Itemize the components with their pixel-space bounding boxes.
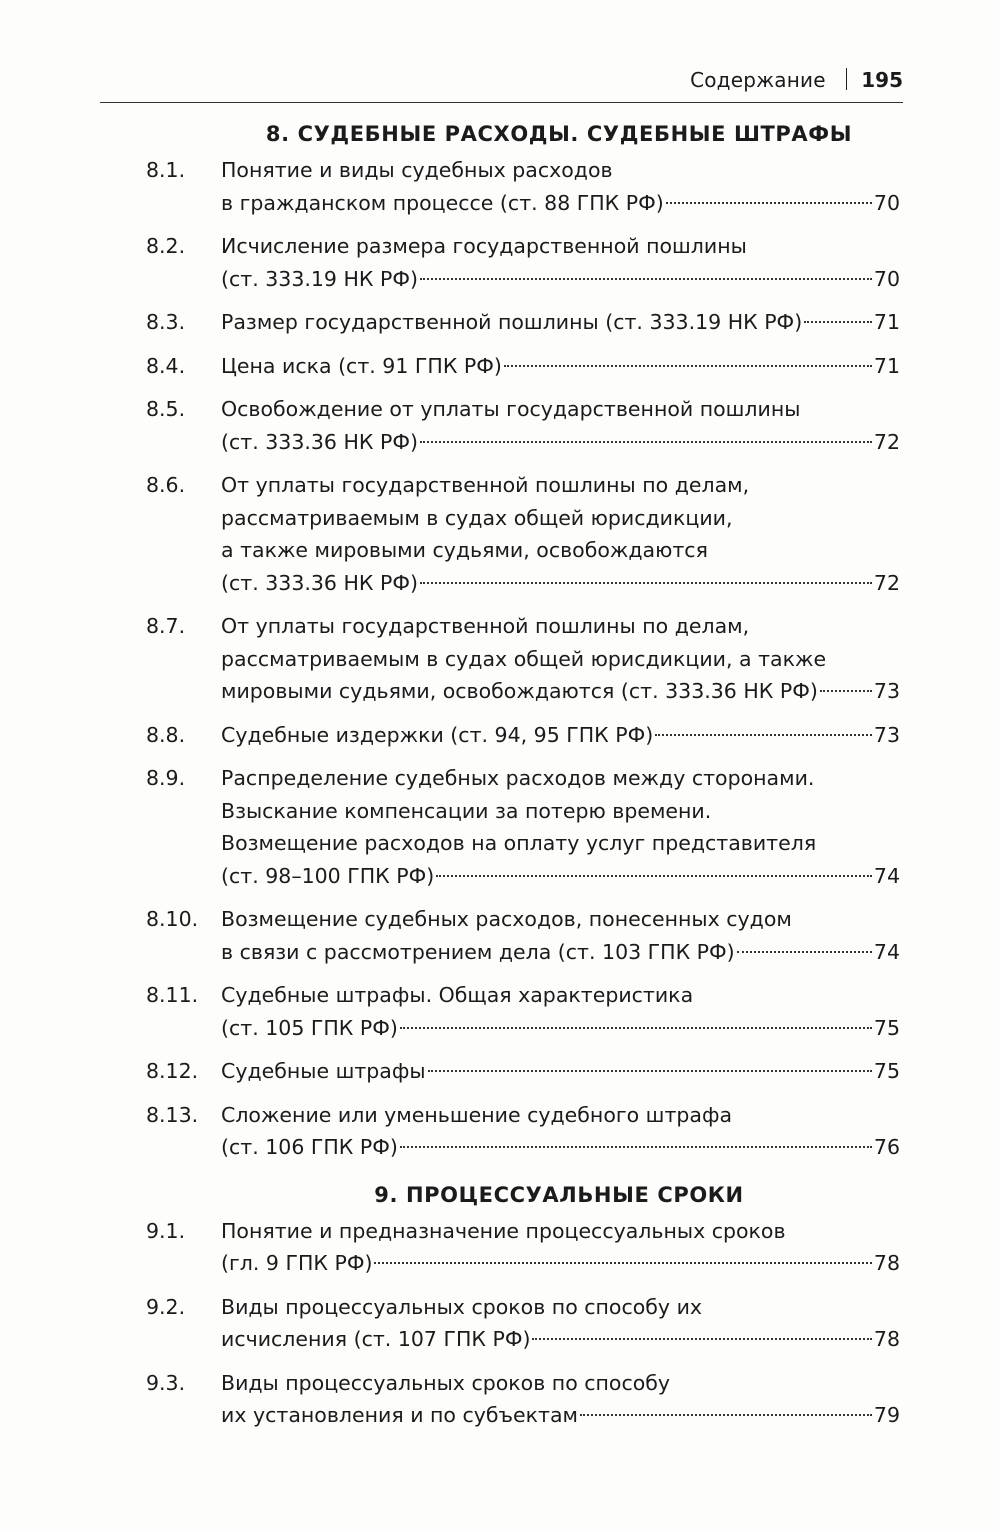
entry-page-number: 78 <box>873 1251 900 1275</box>
entry-page-number: 75 <box>873 1015 900 1040</box>
entry-title-line: Взыскание компенсации за потерю времени. <box>221 798 712 823</box>
entry-number: 9.2. <box>146 1294 186 1319</box>
entry-title-line: Судебные штрафы. Общая характеристика <box>221 983 694 1007</box>
toc-entry[interactable] <box>146 610 900 708</box>
entry-title-line: Размер государственной пошлины (ст. 333.19 НК РФ) <box>221 310 803 334</box>
entry-number: 8.1. <box>146 158 186 182</box>
entry-title-line: исчисления (ст. 107 ГПК РФ) <box>221 1327 531 1351</box>
dot-leader <box>532 1338 871 1340</box>
dot-leader <box>420 278 872 280</box>
entry-title-line: (ст. 106 ГПК РФ) <box>221 1135 398 1159</box>
entry-title-line: Судебные штрафы <box>221 1059 426 1083</box>
toc-entry[interactable] <box>146 1291 900 1356</box>
entry-title-line: Понятие и предназначение процессуальных сроков <box>221 1218 786 1243</box>
section-title: 8. СУДЕБНЫЕ РАСХОДЫ. СУДЕБНЫЕ ШТРАФЫ <box>265 122 853 146</box>
header-title: Содержание <box>690 68 826 92</box>
entry-title-line: рассматриваемым в судах общей юрисдикции, <box>221 505 733 530</box>
entry-title-line: Цена иска (ст. 91 ГПК РФ) <box>221 353 502 378</box>
entry-title-line: (ст. 105 ГПК РФ) <box>221 1015 398 1040</box>
entry-title-line: От уплаты государственной пошлины по делам, <box>221 473 750 497</box>
dot-leader <box>504 365 872 367</box>
entry-number: 8.7. <box>146 614 186 638</box>
toc-entry[interactable] <box>146 154 900 219</box>
running-header <box>100 58 903 103</box>
dot-leader <box>666 202 872 204</box>
table-of-contents <box>146 114 900 1443</box>
dot-leader <box>436 875 872 877</box>
entry-page-number: 73 <box>873 722 900 747</box>
entry-page-number: 70 <box>873 190 900 215</box>
header-separator <box>846 68 848 90</box>
toc-entry[interactable] <box>146 762 900 892</box>
dot-leader <box>820 690 872 692</box>
entry-title-line: Понятие и виды судебных расходов <box>221 158 613 182</box>
entry-number: 8.3. <box>146 310 186 334</box>
dot-leader <box>737 951 872 953</box>
entry-title-line: Возмещение расходов на оплату услуг представителя <box>221 831 817 855</box>
entry-title-line: в гражданском процессе (ст. 88 ГПК РФ) <box>221 190 664 215</box>
toc-entry[interactable] <box>146 979 900 1044</box>
dot-leader <box>420 582 872 584</box>
entry-number: 8.4. <box>146 353 186 378</box>
toc-entry[interactable] <box>146 1099 900 1164</box>
page-number: 195 <box>861 68 903 92</box>
dot-leader <box>655 734 872 736</box>
entry-number: 8.8. <box>146 722 186 747</box>
dot-leader <box>804 321 872 323</box>
entry-number: 9.1. <box>146 1218 186 1243</box>
entry-title-line: (гл. 9 ГПК РФ) <box>221 1251 373 1275</box>
toc-entry[interactable] <box>146 1055 900 1088</box>
entry-number: 8.6. <box>146 473 186 497</box>
entry-title-line: а также мировыми судьями, освобождаются <box>221 538 708 562</box>
toc-entry[interactable] <box>146 1215 900 1280</box>
dot-leader <box>400 1146 872 1148</box>
entry-page-number: 79 <box>873 1403 900 1427</box>
dot-leader <box>420 441 872 443</box>
entry-title-line: (ст. 98–100 ГПК РФ) <box>221 863 435 888</box>
entry-title-line: их установления и по субъектам <box>221 1403 578 1427</box>
toc-entry[interactable] <box>146 903 900 968</box>
entry-title-line: в связи с рассмотрением дела (ст. 103 ГПК РФ) <box>221 939 735 964</box>
entry-number: 9.3. <box>146 1370 186 1395</box>
entry-page-number: 72 <box>873 570 900 595</box>
dot-leader <box>580 1414 872 1416</box>
dot-leader <box>400 1027 872 1029</box>
entry-page-number: 74 <box>873 939 900 964</box>
entry-number: 8.10. <box>146 907 199 931</box>
toc-entry[interactable] <box>146 469 900 599</box>
entry-title-line: Возмещение судебных расходов, понесенных судом <box>221 907 792 931</box>
section-title: 9. ПРОЦЕССУАЛЬНЫЕ СРОКИ <box>374 1182 744 1207</box>
entry-title-line: Виды процессуальных сроков по способу <box>221 1370 671 1395</box>
entry-title-line: От уплаты государственной пошлины по делам, <box>221 614 750 638</box>
entry-title-line: мировыми судьями, освобождаются (ст. 333.36 НК РФ) <box>221 679 818 703</box>
entry-title-line: (ст. 333.19 НК РФ) <box>221 266 418 291</box>
entry-page-number: 73 <box>873 679 900 703</box>
entry-title-line: Исчисление размера государственной пошлины <box>221 234 747 258</box>
entry-number: 8.9. <box>146 766 186 790</box>
entry-page-number: 72 <box>873 429 900 454</box>
entry-number: 8.13. <box>146 1102 199 1127</box>
dot-leader <box>374 1262 871 1264</box>
entry-page-number: 70 <box>873 266 900 291</box>
toc-entry[interactable] <box>146 306 900 339</box>
entry-title-line: Распределение судебных расходов между сторонами. <box>221 766 815 790</box>
toc-entry[interactable] <box>146 719 900 752</box>
entry-title-line: Освобождение от уплаты государственной пошлины <box>221 397 801 421</box>
entry-title-line: (ст. 333.36 НК РФ) <box>221 429 418 454</box>
entry-title-line: Судебные издержки (ст. 94, 95 ГПК РФ) <box>221 722 654 747</box>
dot-leader <box>428 1070 872 1072</box>
entry-page-number: 71 <box>873 353 900 378</box>
entry-number: 8.2. <box>146 234 186 258</box>
entry-title-line: рассматриваемым в судах общей юрисдикции, а также <box>221 646 827 671</box>
entry-page-number: 76 <box>873 1135 900 1159</box>
entry-page-number: 71 <box>873 310 900 334</box>
entry-number: 8.11. <box>146 983 199 1007</box>
toc-entry[interactable] <box>146 350 900 383</box>
toc-entry[interactable] <box>146 230 900 295</box>
entry-number: 8.12. <box>146 1059 199 1083</box>
entry-number: 8.5. <box>146 397 186 421</box>
toc-entry[interactable] <box>146 1367 900 1432</box>
entry-title-line: Виды процессуальных сроков по способу их <box>221 1294 703 1319</box>
toc-entry[interactable] <box>146 393 900 458</box>
entry-page-number: 78 <box>873 1327 900 1351</box>
entry-page-number: 74 <box>873 863 900 888</box>
entry-title-line: (ст. 333.36 НК РФ) <box>221 570 418 595</box>
entry-title-line: Сложение или уменьшение судебного штрафа <box>221 1102 733 1127</box>
entry-page-number: 75 <box>873 1059 900 1083</box>
